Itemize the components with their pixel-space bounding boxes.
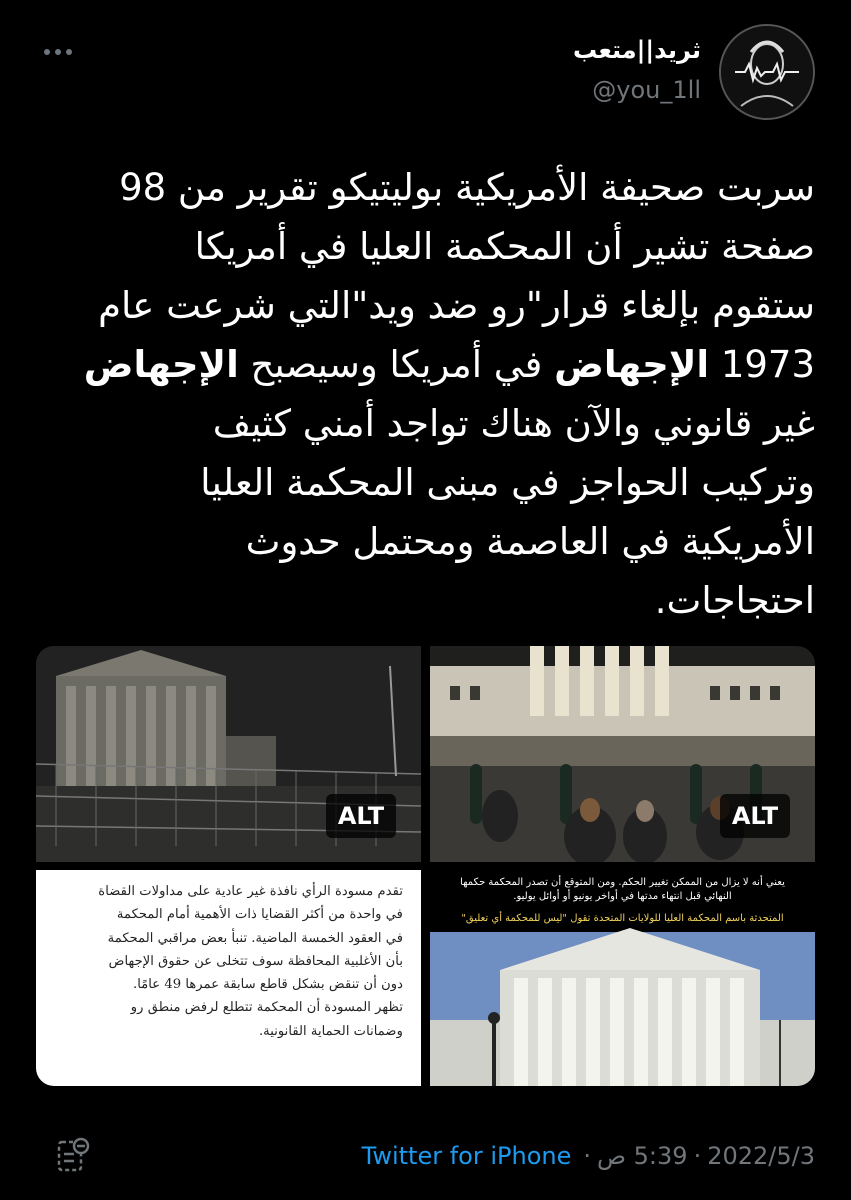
tweet-line: غير قانوني والآن هناك تواجد أمني كثيف	[212, 402, 815, 445]
document-line: في العقود الخمسة الماضية. تنبأ بعض مراقبي المحكمة	[107, 930, 403, 946]
author-avatar[interactable]	[719, 24, 815, 120]
tweet-text-fragment: في أمريكا وسيصبح	[250, 343, 543, 386]
tweet-line	[30, 335, 815, 394]
tweet-line: وتركيب الحواجز في مبنى المحكمة العليا	[200, 461, 815, 504]
tweet-line: صفحة تشير أن المحكمة العليا في أمريكا	[194, 225, 815, 268]
separator: ·	[693, 1142, 702, 1170]
more-options-icon[interactable]	[38, 40, 78, 64]
photo-protesters-steps[interactable]	[430, 646, 815, 862]
author-display-name[interactable]: ثريد||متعب	[573, 36, 701, 64]
caption-line: النهائي قبل انتهاء مدتها في أواخر يونيو أو أوائل يوليو.	[513, 891, 732, 902]
tweet-line: احتجاجات.	[654, 579, 815, 622]
document-text	[63, 880, 403, 1043]
tweet-line: الأمريكية في العاصمة ومحتمل حدوث	[245, 520, 815, 563]
document-line: بأن الأغلبية المحافظة سوف تتخلى عن حقوق الإجهاض	[108, 953, 403, 969]
document-line: وضمانات الحماية القانونية.	[258, 1023, 403, 1039]
document-line: تظهر المسودة أن المحكمة تتطلع لرفض منطق رو	[130, 1000, 403, 1016]
tweet-line: سربت صحيفة الأمريكية بوليتيكو تقرير من 98	[119, 166, 815, 209]
tweet-date[interactable]: 2022/5/3	[707, 1142, 815, 1170]
image-court-with-caption[interactable]	[430, 870, 815, 1086]
source-link[interactable]: Twitter for iPhone	[361, 1142, 572, 1170]
alt-badge[interactable]: ALT	[326, 794, 396, 838]
news-caption	[430, 876, 815, 926]
tweet-header	[0, 0, 851, 130]
tweet-metadata	[362, 1136, 815, 1176]
separator: ·	[583, 1142, 591, 1170]
caption-line-highlight: المتحدثة باسم المحكمة العليا للولايات المتحدة تقول "ليس للمحكمة أي تعليق"	[461, 913, 784, 924]
caption-line: يعني أنه لا يزال من الممكن تغيير الحكم. ومن المتوقع أن تصدر المحكمة حكمها	[460, 877, 785, 888]
document-line: دون أن تنقض بشكل قاطع سابقة عمرها 49 عامًا.	[133, 977, 403, 993]
tweet-time[interactable]: 5:39 ص	[597, 1142, 688, 1170]
photo-court-barriers-night[interactable]	[36, 646, 421, 862]
analytics-icon[interactable]	[55, 1136, 91, 1176]
document-line: في واحدة من أكثر القضايا ذات الأهمية أمام المحكمة	[116, 907, 403, 923]
tweet-text	[30, 158, 815, 630]
tweet-line: ستقوم بإلغاء قرار"رو ضد ويد"التي شرعت عام	[98, 284, 815, 327]
alt-badge[interactable]: ALT	[720, 794, 790, 838]
image-arabic-document[interactable]	[36, 870, 421, 1086]
media-grid	[36, 646, 815, 1086]
author-handle[interactable]: @you_1ll	[592, 76, 701, 104]
hashtag-bold: الإجهاض	[83, 343, 239, 386]
hashtag-bold: الإجهاض	[554, 343, 710, 386]
document-line: تقدم مسودة الرأي نافذة غير عادية على مداولات القضاة	[98, 884, 403, 899]
tweet-number: 1973	[720, 343, 815, 386]
